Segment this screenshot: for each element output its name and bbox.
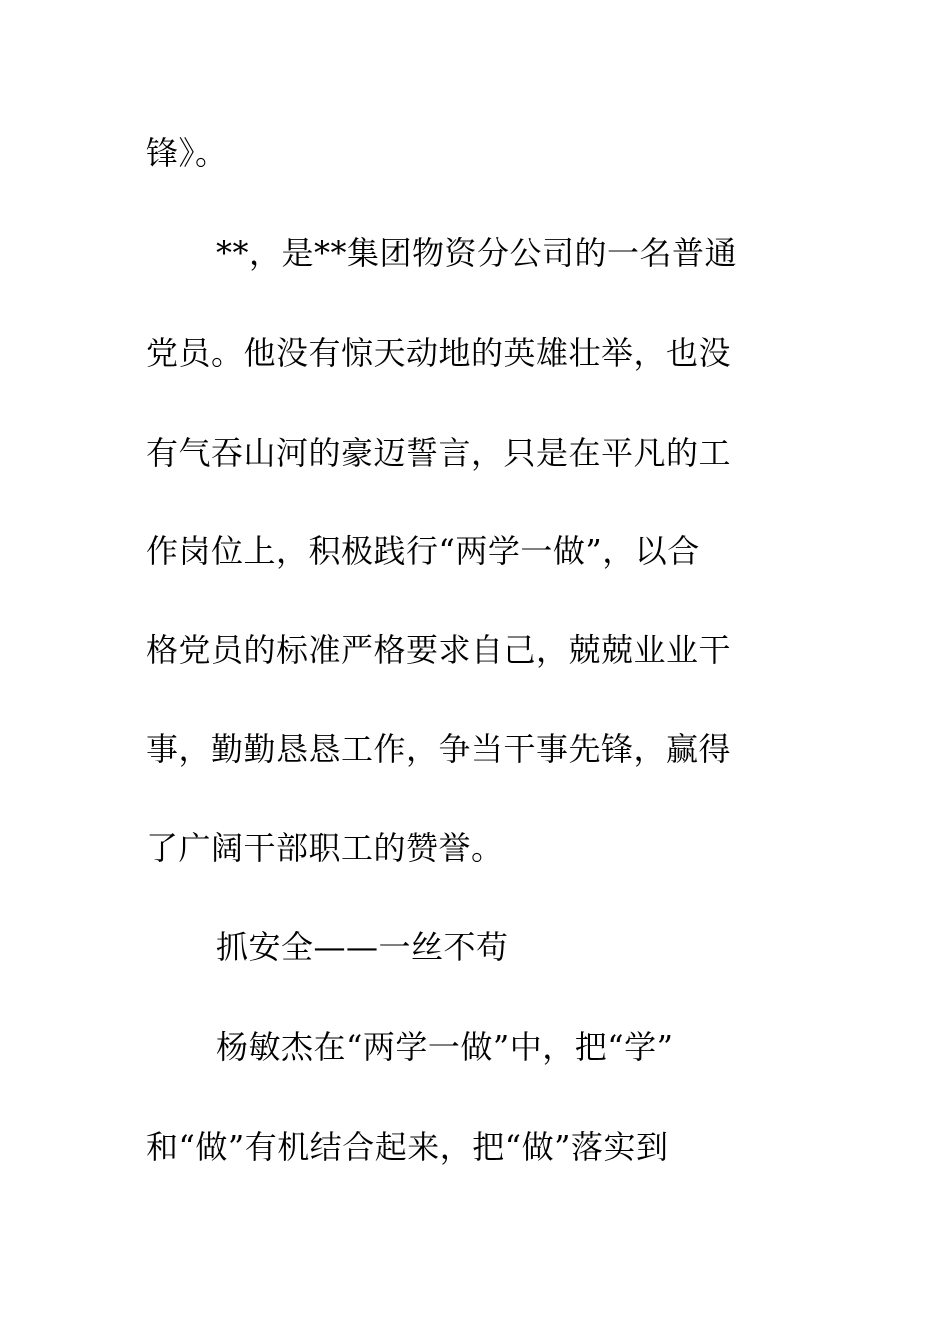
text-line-7: 事，勤勤恳恳工作，争当干事先锋，赢得 bbox=[146, 730, 732, 768]
text-line-4: 有气吞山河的豪迈誓言，只是在平凡的工 bbox=[146, 434, 732, 472]
paragraph-start-line-2: 杨敏杰在“两学一做”中，把“学” bbox=[216, 1028, 674, 1066]
text-line-6: 格党员的标准严格要求自己，兢兢业业干 bbox=[146, 631, 732, 669]
text-line-1: 锋》。 bbox=[146, 134, 228, 172]
paragraph-start-line: **，是**集团物资分公司的一名普通 bbox=[216, 234, 738, 272]
text-line-3: 党员。他没有惊天动地的英雄壮举，也没 bbox=[146, 334, 732, 372]
text-line-11: 和“做”有机结合起来，把“做”落实到 bbox=[146, 1128, 669, 1166]
section-heading: 抓安全——一丝不苟 bbox=[216, 928, 509, 966]
text-line-5: 作岗位上，积极践行“两学一做”，以合 bbox=[146, 532, 700, 570]
text-line-8: 了广阔干部职工的赞誉。 bbox=[146, 829, 504, 867]
